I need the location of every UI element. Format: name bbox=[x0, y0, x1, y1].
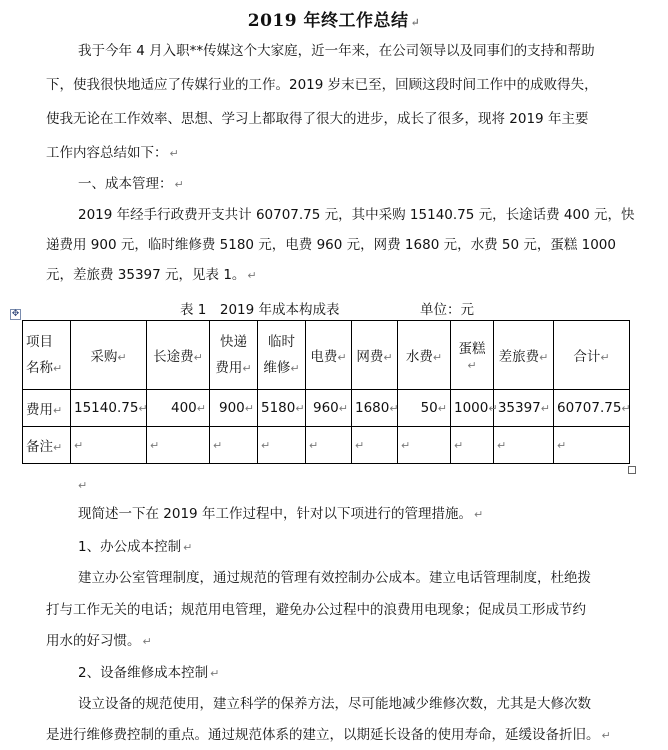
subheading-equipment-cost: 2、设备维修成本控制 ↵ bbox=[78, 665, 220, 681]
cost-table bbox=[22, 320, 630, 464]
table-header-row bbox=[23, 321, 630, 390]
table-caption: 表 1 2019 年成本构成表 bbox=[180, 302, 340, 318]
intro-line-3: 使我无论在工作效率、思想、学习上都取得了很大的进步，成长了很多，现将 2019 年主要 bbox=[46, 111, 589, 127]
value-cell: 50↵ bbox=[398, 390, 451, 427]
header-cell: 临时 维修↵ bbox=[258, 321, 306, 390]
header-cell: 网费↵ bbox=[352, 321, 398, 390]
header-cell: 快递 费用↵ bbox=[210, 321, 258, 390]
value-cell: 35397↵ bbox=[494, 390, 554, 427]
equipment-para-line-1: 设立设备的规范使用，建立科学的保养方法，尽可能地减少维修次数，尤其是大修次数 bbox=[78, 696, 591, 712]
cost-para-line-3: 元，差旅费 35397 元，见表 1。 ↵ bbox=[46, 267, 257, 283]
header-cell: 长途费↵ bbox=[147, 321, 210, 390]
header-cell-item-name: 项目 名称↵ bbox=[23, 321, 71, 390]
intro-line-2: 下，使我很快地适应了传媒行业的工作。2019 岁末已至，回顾这段时间工作中的成败得失， bbox=[46, 77, 598, 93]
section-heading-cost: 一、成本管理： ↵ bbox=[78, 176, 184, 192]
value-cell: 900↵ bbox=[210, 390, 258, 427]
header-cell: 电费↵ bbox=[306, 321, 352, 390]
note-cell: ↵ bbox=[398, 427, 451, 464]
header-cell: 蛋糕↵ bbox=[451, 321, 494, 390]
table-move-handle-icon[interactable]: ✥ bbox=[11, 309, 20, 319]
header-cell: 合计↵ bbox=[554, 321, 630, 390]
note-cell: ↵ bbox=[306, 427, 352, 464]
table-unit: 单位：元 bbox=[420, 302, 474, 318]
empty-paragraph-mark: ↵ bbox=[78, 479, 88, 492]
header-cell: 采购↵ bbox=[71, 321, 147, 390]
table-row-cost bbox=[23, 390, 630, 427]
note-cell: ↵ bbox=[554, 427, 630, 464]
row-label-cost: 费用↵ bbox=[23, 390, 71, 427]
office-para-line-1: 建立办公室管理制度，通过规范的管理有效控制办公成本。建立电话管理制度，杜绝拨 bbox=[78, 570, 591, 586]
table-resize-handle[interactable] bbox=[628, 466, 636, 474]
office-para-line-3: 用水的好习惯。 ↵ bbox=[46, 633, 152, 649]
value-cell: 960↵ bbox=[306, 390, 352, 427]
value-cell: 5180↵ bbox=[258, 390, 306, 427]
value-cell: 1000↵ bbox=[451, 390, 494, 427]
value-cell: 1680↵ bbox=[352, 390, 398, 427]
note-cell: ↵ bbox=[210, 427, 258, 464]
header-cell: 水费↵ bbox=[398, 321, 451, 390]
office-para-line-2: 打与工作无关的电话；规范用电管理，避免办公过程中的浪费用电现象；促成员工形成节约 bbox=[46, 602, 586, 618]
intro-line-1: 我于今年 4 月入职**传媒这个大家庭，近一年来，在公司领导以及同事们的支持和帮助 bbox=[78, 43, 595, 59]
note-cell: ↵ bbox=[451, 427, 494, 464]
subheading-office-cost: 1、办公成本控制 ↵ bbox=[78, 539, 193, 555]
value-cell: 400↵ bbox=[147, 390, 210, 427]
header-cell: 差旅费↵ bbox=[494, 321, 554, 390]
note-cell: ↵ bbox=[352, 427, 398, 464]
note-cell: ↵ bbox=[147, 427, 210, 464]
document-title: 2019 年终工作总结 ↵ bbox=[247, 11, 421, 31]
cost-para-line-1: 2019 年经手行政费开支共计 60707.75 元，其中采购 15140.75 元，长途话费 400 元，快 bbox=[78, 207, 635, 223]
cost-para-line-2: 递费用 900 元，临时维修费 5180 元，电费 960 元，网费 1680 元，水费 50 元，蛋糕 1000 bbox=[46, 237, 616, 253]
value-cell-total: 60707.75↵ bbox=[554, 390, 630, 427]
table-row-notes bbox=[23, 427, 630, 464]
equipment-para-line-2: 是进行维修费控制的重点。通过规范体系的建立，以期延长设备的使用寿命，延缓设备折旧。 ↵ bbox=[46, 727, 611, 743]
note-cell: ↵ bbox=[494, 427, 554, 464]
after-table-line: 现简述一下在 2019 年工作过程中，针对以下项进行的管理措施。 ↵ bbox=[78, 506, 484, 522]
row-label-notes: 备注↵ bbox=[23, 427, 71, 464]
note-cell: ↵ bbox=[258, 427, 306, 464]
note-cell: ↵ bbox=[71, 427, 147, 464]
value-cell: 15140.75↵ bbox=[71, 390, 147, 427]
intro-line-4: 工作内容总结如下： ↵ bbox=[46, 145, 179, 161]
